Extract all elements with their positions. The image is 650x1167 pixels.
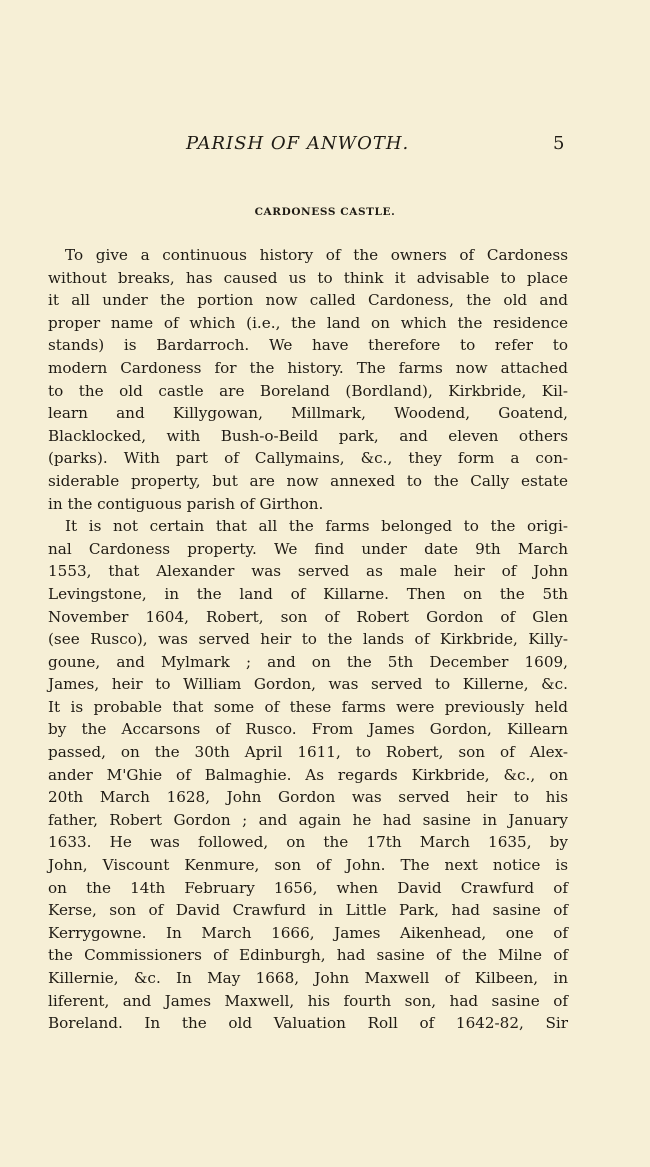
text-line: 1553, that Alexander was served as male heir of John [48, 562, 568, 581]
running-head [0, 133, 650, 157]
text-line: 20th March 1628, John Gordon was served heir to his [48, 788, 568, 807]
text-line: ander M'Ghie of Balmaghie. As regards Kirkbride, &c., on [48, 765, 568, 784]
text-line: James, heir to William Gordon, was served to Killerne, &c. [48, 675, 568, 694]
text-line: Blacklocked, with Bush-o-Beild park, and eleven others [48, 426, 568, 445]
text-line: liferent, and James Maxwell, his fourth son, had sasine of [48, 991, 568, 1010]
text-line: by the Accarsons of Rusco. From James Gordon, Killearn [48, 720, 568, 739]
text-line: learn and Killygowan, Millmark, Woodend, Goatend, [48, 404, 568, 423]
text-line: November 1604, Robert, son of Robert Gordon of Glen [48, 607, 568, 626]
text-line: Kerse, son of David Crawfurd in Little Park, had sasine of [48, 901, 568, 920]
text-line: father, Robert Gordon ; and again he had sasine in January [48, 810, 568, 829]
text-line: modern Cardoness for the history. The farms now attached [48, 358, 568, 377]
text-line: To give a continuous history of the owners of Cardoness [65, 246, 568, 264]
text-line: goune, and Mylmark ; and on the 5th December 1609, [48, 652, 568, 671]
running-title: PARISH OF ANWOTH. [186, 133, 410, 154]
text-line: Boreland. In the old Valuation Roll of 1642-82, Sir [48, 1014, 568, 1033]
text-line: the Commissioners of Edinburgh, had sasine of the Milne of [48, 946, 568, 965]
text-line: 1633. He was followed, on the 17th March 1635, by [48, 833, 568, 852]
text-line: It is probable that some of these farms were previously held [48, 697, 568, 716]
text-line: proper name of which (i.e., the land on which the residence [48, 313, 568, 332]
body-text [48, 244, 568, 1035]
text-line: to the old castle are Boreland (Bordland), Kirkbride, Kil- [48, 381, 568, 400]
text-line: nal Cardoness property. We find under date 9th March [48, 539, 568, 558]
text-line: it all under the portion now called Cardoness, the old and [48, 291, 568, 310]
text-line: It is not certain that all the farms belonged to the origi- [65, 517, 568, 536]
text-line: John, Viscount Kenmure, son of John. The next notice is [48, 856, 568, 875]
page-number: 5 [553, 133, 565, 154]
section-heading: CARDONESS CASTLE. [254, 206, 396, 218]
text-line: stands) is Bardarroch. We have therefore to refer to [48, 336, 568, 355]
text-line: Killernie, &c. In May 1668, John Maxwell of Kilbeen, in [48, 969, 568, 987]
text-line: Levingstone, in the land of Killarne. Then on the 5th [48, 584, 568, 603]
text-line: siderable property, but are now annexed to the Cally estate [48, 471, 568, 490]
text-line: (parks). With part of Callymains, &c., they form a con- [48, 449, 568, 468]
text-line: passed, on the 30th April 1611, to Robert, son of Alex- [48, 743, 568, 762]
text-line: on the 14th February 1656, when David Crawfurd of [48, 878, 568, 897]
text-line: without breaks, has caused us to think it advisable to place [48, 268, 568, 287]
text-line: Kerrygowne. In March 1666, James Aikenhead, one of [48, 923, 568, 942]
text-line: in the contiguous parish of Girthon. [48, 494, 324, 513]
text-line: (see Rusco), was served heir to the lands of Kirkbride, Killy- [48, 630, 568, 649]
